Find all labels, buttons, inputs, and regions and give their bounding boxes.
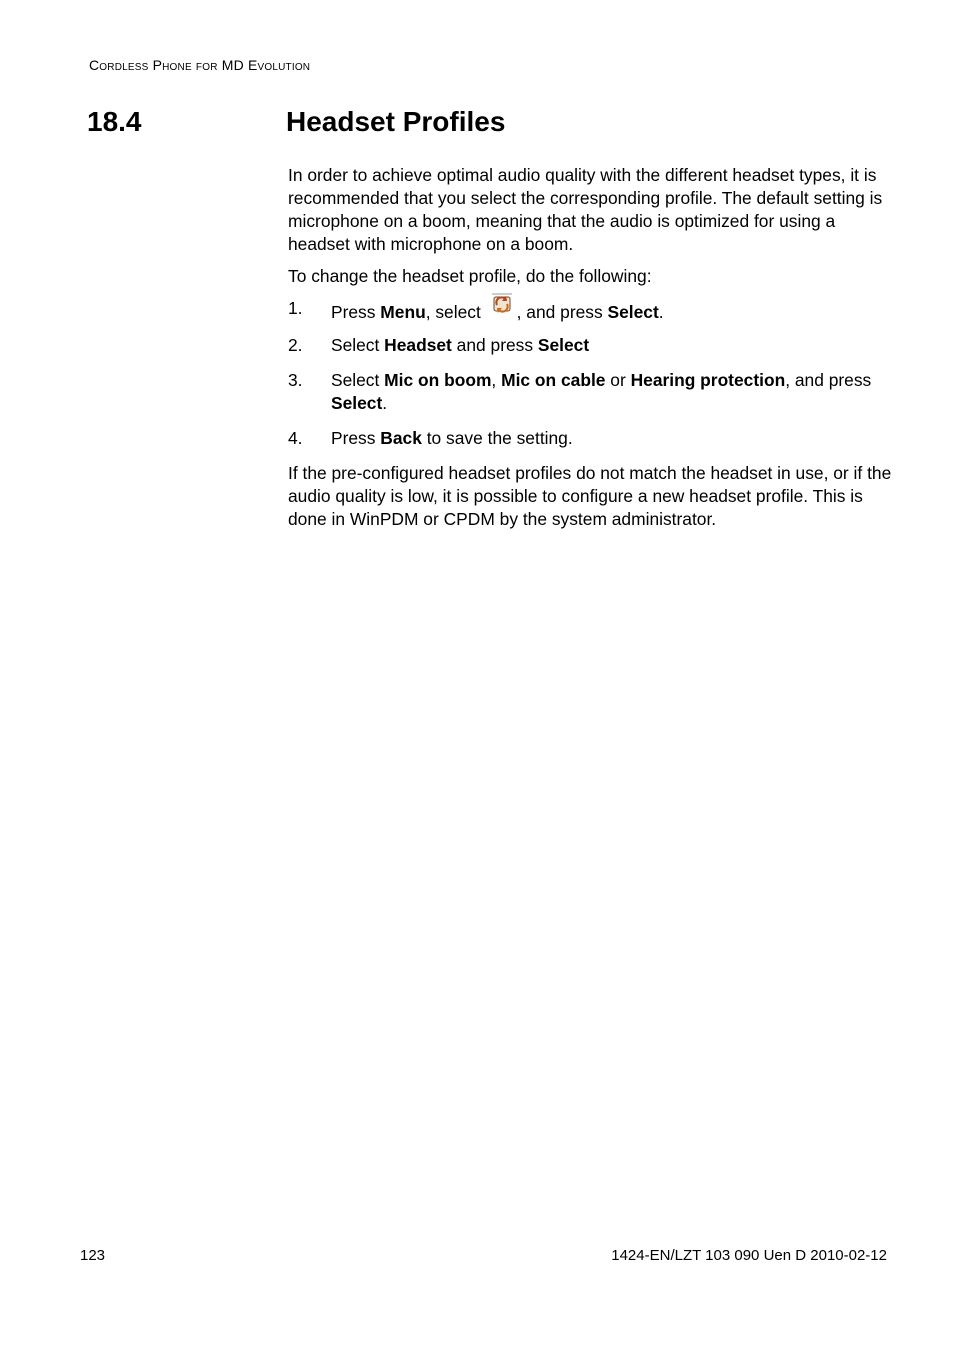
step-text: , select — [425, 302, 486, 322]
step-number: 3. — [288, 370, 303, 390]
closing-paragraph: If the pre-configured headset profiles do not match the headset in use, or if the audio quality is low, it is possible to configure a new headset profile. This is done in WinPDM or CPDM by the system administrator. — [288, 463, 892, 529]
step-text: or — [605, 370, 631, 390]
running-header: Cordless Phone for MD Evolution — [89, 57, 311, 73]
step-number: 1. — [288, 298, 303, 318]
step-text: and press — [451, 335, 538, 355]
step-text: . — [382, 393, 388, 413]
step-keyword: Hearing protection — [630, 370, 786, 390]
step-number: 2. — [288, 335, 303, 355]
lead-in-paragraph: To change the headset profile, do the following: — [288, 266, 652, 286]
step-text: Press — [331, 302, 381, 322]
step-text: to save the setting. — [421, 428, 573, 448]
step-item — [288, 334, 894, 357]
step-text: , and press — [516, 302, 608, 322]
intro-paragraph: In order to achieve optimal audio quality with the different headset types, it is recommended that you select the corresponding profile. The default setting is microphone on a boom, meaning that the audio is optimized for using a headset with microphone on a boom. — [288, 165, 883, 254]
step-keyword: Select — [607, 302, 659, 322]
step-keyword: Mic on boom — [384, 370, 492, 390]
step-item — [288, 427, 894, 450]
footer-page-number: 123 — [80, 1247, 106, 1264]
settings-refresh-icon — [490, 291, 514, 315]
step-text: Press — [331, 428, 381, 448]
step-text: . — [658, 302, 664, 322]
section-number: 18.4 — [87, 106, 142, 137]
step-text: , and press — [785, 370, 872, 390]
steps-list — [288, 297, 894, 450]
step-keyword: Select — [331, 393, 383, 413]
step-item — [288, 297, 894, 324]
footer-doc-id: 1424-EN/LZT 103 090 Uen D 2010-02-12 — [611, 1247, 887, 1264]
body-content — [288, 164, 894, 540]
step-text: Select — [331, 335, 385, 355]
step-keyword: Mic on cable — [501, 370, 606, 390]
step-keyword: Menu — [380, 302, 426, 322]
step-keyword: Back — [380, 428, 422, 448]
section-title: Headset Profiles — [286, 106, 506, 137]
step-text: Select — [331, 370, 385, 390]
step-number: 4. — [288, 428, 303, 448]
step-keyword: Headset — [384, 335, 452, 355]
step-item — [288, 369, 894, 415]
step-text: , — [491, 370, 502, 390]
step-keyword: Select — [537, 335, 590, 355]
